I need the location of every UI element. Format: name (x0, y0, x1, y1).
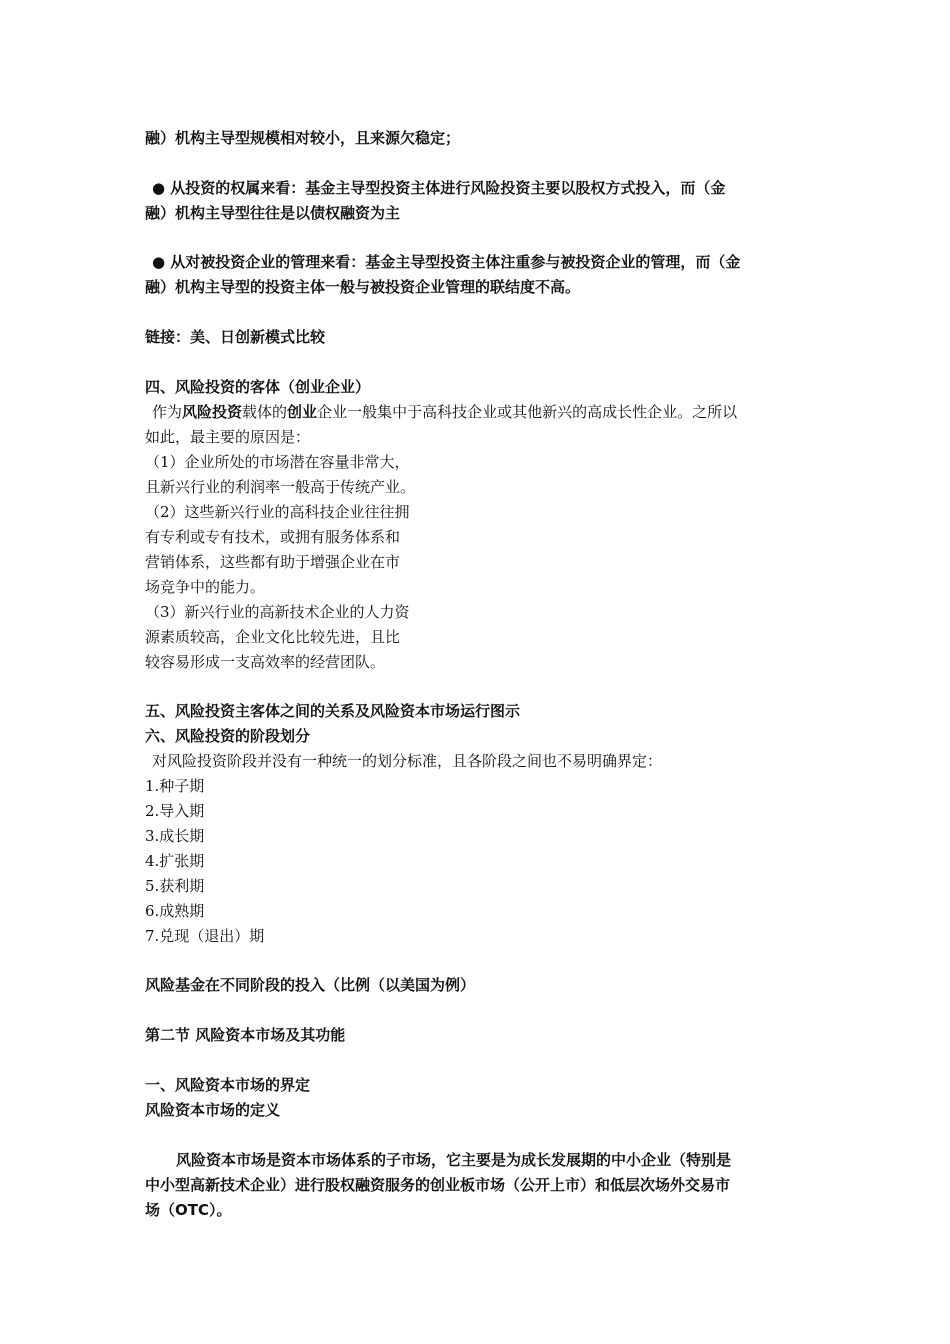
list-item: 5.获利期 (145, 877, 205, 895)
paragraph-line: 场竞争中的能力。 (145, 578, 266, 596)
section-heading: 四、风险投资的客体（创业企业） (145, 378, 371, 396)
paragraph-line: 融）机构主导型的投资主体一般与被投资企业管理的联结度不高。 (145, 278, 581, 296)
paragraph-line: 如此，最主要的原因是： (145, 428, 311, 446)
section-heading: 五、风险投资主客体之间的关系及风险资本市场运行图示 (145, 702, 521, 720)
bullet-line: ● 从对被投资企业的管理来看：基金主导型投资主体注重参与被投资企业的管理，而（金 (152, 253, 741, 271)
bullet-line: ● 从投资的权属来看：基金主导型投资主体进行风险投资主要以股权方式投入，而（金 (152, 179, 726, 197)
paragraph-line: 且新兴行业的利润率一般高于传统产业。 (145, 478, 416, 496)
paragraph-line: 场（OTC）。 (145, 1201, 232, 1219)
paragraph-line: 中小型高新技术企业）进行股权融资服务的创业板市场（公开上市）和低层次场外交易市 (145, 1176, 731, 1194)
list-item: 6.成熟期 (145, 902, 205, 920)
paragraph-line (152, 402, 737, 422)
text-run: 作为 (152, 403, 183, 421)
paragraph-line: 风险基金在不同阶段的投入（比例（以美国为例） (145, 976, 476, 994)
paragraph-line: （2）这些新兴行业的高科技企业往往拥 (145, 503, 410, 521)
paragraph-line: （1）企业所处的市场潜在容量非常大， (145, 453, 410, 471)
list-item: 4.扩张期 (145, 852, 205, 870)
paragraph-line: 较容易形成一支高效率的经营团队。 (145, 653, 386, 671)
list-item: 3.成长期 (145, 827, 205, 845)
bold-term: 创业 (287, 403, 318, 421)
text-run: 企业一般集中于高科技企业或其他新兴的高成长性企业。之所以 (317, 403, 738, 421)
text-run: 载体的 (242, 403, 288, 421)
paragraph-line: （3）新兴行业的高新技术企业的人力资 (145, 603, 410, 621)
paragraph-line: 融）机构主导型往往是以债权融资为主 (145, 204, 401, 222)
paragraph-line: 风险资本市场是资本市场体系的子市场，它主要是为成长发展期的中小企业（特别是 (176, 1151, 732, 1169)
paragraph-line: 营销体系，这些都有助于增强企业在市 (145, 553, 401, 571)
paragraph-line: 对风险投资阶段并没有一种统一的划分标准，且各阶段之间也不易明确界定： (152, 752, 663, 770)
section-heading: 一、风险资本市场的界定 (145, 1076, 311, 1094)
paragraph-line: 有专利或专有技术，或拥有服务体系和 (145, 528, 401, 546)
bold-term: 风险投资 (182, 403, 243, 421)
list-item: 7.兑现（退出）期 (145, 927, 265, 945)
paragraph-line: 源素质较高，企业文化比较先进，且比 (145, 628, 401, 646)
list-item: 1.种子期 (145, 777, 205, 795)
chapter-heading: 第二节 风险资本市场及其功能 (145, 1026, 346, 1044)
link-line: 链接：美、日创新模式比较 (145, 328, 326, 346)
paragraph-line: 融）机构主导型规模相对较小，且来源欠稳定； (145, 129, 461, 147)
sub-heading: 风险资本市场的定义 (145, 1101, 281, 1119)
section-heading: 六、风险投资的阶段划分 (145, 727, 311, 745)
list-item: 2.导入期 (145, 802, 205, 820)
